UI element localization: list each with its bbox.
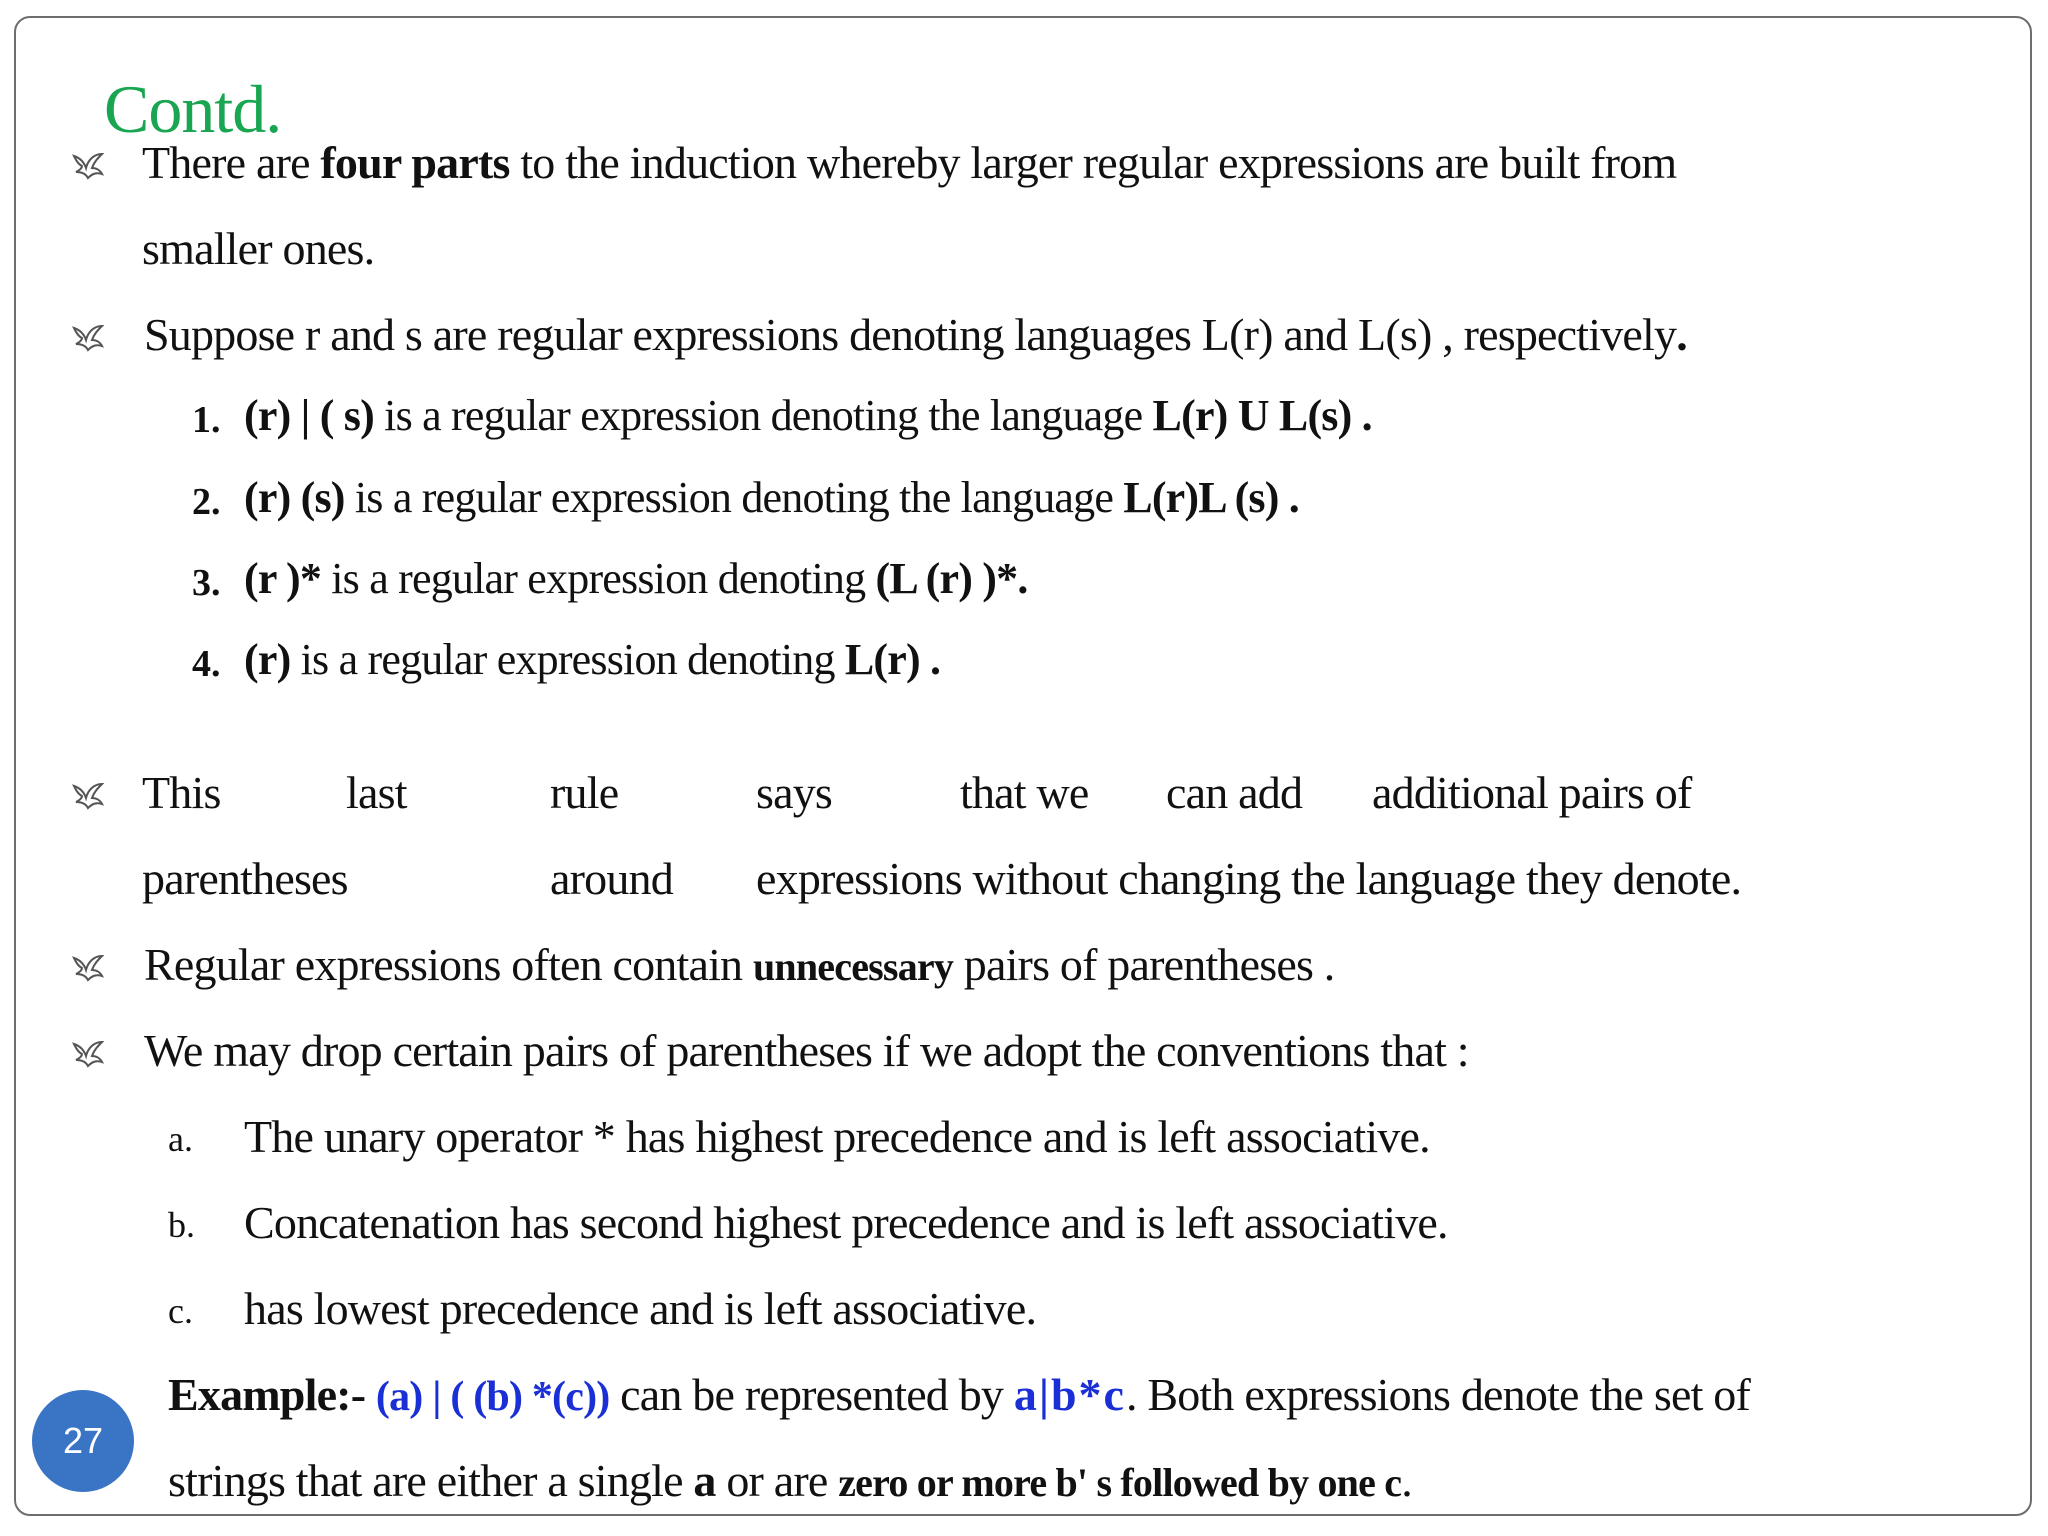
- justified-word: rule: [550, 767, 619, 818]
- bold-a: a: [693, 1455, 716, 1506]
- rule-result: L(r)L (s) .: [1123, 473, 1299, 522]
- convention-b: Concatenation has second highest precedence and is left associative.: [244, 1197, 1448, 1248]
- convention-a: The unary operator * has highest precedence and is left associative.: [244, 1111, 1430, 1162]
- example-line-1: [168, 1368, 1750, 1421]
- rule-expression: (r) (s): [244, 473, 345, 522]
- dove-icon: [68, 318, 108, 358]
- rule-number: 1.: [192, 399, 221, 441]
- justified-word: This: [142, 767, 221, 818]
- rule-2: [244, 472, 1299, 523]
- rule-text: is a regular expression denoting the language: [373, 391, 1153, 440]
- rule-1: [244, 390, 1372, 441]
- dove-icon: [68, 146, 108, 186]
- justified-word: can add: [1166, 767, 1303, 818]
- bold-four-parts: four parts: [320, 137, 510, 188]
- justified-word: says: [756, 767, 833, 818]
- text-span: can be represented by: [609, 1369, 1014, 1420]
- text-span: to the induction whereby larger regular expressions are built from: [509, 137, 1677, 188]
- bold-phrase: zero or more b' s followed by one c: [838, 1460, 1402, 1505]
- bullet-text-unnecessary: [144, 938, 1334, 991]
- text-span: pairs of parentheses .: [953, 939, 1335, 990]
- bullet-text-conventions: We may drop certain pairs of parentheses if we adopt the conventions that :: [144, 1025, 1469, 1076]
- text-span: Regular expressions often contain: [144, 939, 753, 990]
- slide: [14, 16, 2032, 1516]
- rule-text: is a regular expression denoting: [321, 554, 876, 603]
- convention-c: has lowest precedence and is left associative.: [244, 1283, 1037, 1334]
- convention-letter: b.: [168, 1205, 195, 1245]
- rule-expression: (r) | ( s): [244, 391, 374, 440]
- dove-icon: [68, 948, 108, 988]
- rule-result: (L (r) )*.: [875, 554, 1028, 603]
- justified-word: around: [550, 853, 673, 904]
- bullet-text-four-parts: [142, 136, 1676, 189]
- convention-letter: c.: [168, 1291, 193, 1331]
- dove-icon: [68, 776, 108, 816]
- text-span: or are: [715, 1455, 839, 1506]
- bullet-text-continuation: expressions without changing the language they denote.: [756, 853, 1742, 904]
- justified-word: additional pairs of: [1372, 767, 1692, 818]
- rule-text: is a regular expression denoting the language: [344, 473, 1124, 522]
- example-line-2: [168, 1454, 1412, 1507]
- bullet-text-continuation: smaller ones.: [142, 223, 375, 274]
- slide-title: Contd.: [104, 71, 282, 147]
- rule-result: L(r) U L(s) .: [1152, 391, 1372, 440]
- text-span: .: [1401, 1455, 1412, 1506]
- justified-word: parentheses: [142, 853, 348, 904]
- text-span: There are: [142, 137, 321, 188]
- rule-number: 4.: [192, 643, 221, 685]
- convention-letter: a.: [168, 1119, 193, 1159]
- text-span: Suppose r and s are regular expressions denoting languages L(r) and L(s) , respectively: [144, 309, 1677, 360]
- rule-expression: (r): [244, 635, 291, 684]
- example-label: Example:-: [168, 1369, 366, 1420]
- example-simplified: a|b*c: [1013, 1369, 1126, 1420]
- text-span: strings that are either a single: [168, 1455, 694, 1506]
- rule-number: 2.: [192, 481, 221, 523]
- dove-icon: [68, 1034, 108, 1074]
- justified-word: last: [346, 767, 407, 818]
- rule-result: L(r) .: [844, 635, 941, 684]
- page-number-badge: 27: [32, 1390, 134, 1492]
- text-span: .: [1676, 309, 1687, 360]
- justified-word: that we: [960, 767, 1089, 818]
- rule-3: [244, 553, 1028, 604]
- rule-number: 3.: [192, 562, 221, 604]
- text-span: . Both expressions denote the set of: [1125, 1369, 1750, 1420]
- example-expression: (a) | ( (b) *(c)): [375, 1374, 610, 1420]
- rule-4: [244, 634, 940, 685]
- rule-expression: (r )*: [244, 554, 322, 603]
- bold-unnecessary: unnecessary: [752, 944, 954, 989]
- bullet-text-suppose: [144, 308, 1687, 361]
- rule-text: is a regular expression denoting: [290, 635, 845, 684]
